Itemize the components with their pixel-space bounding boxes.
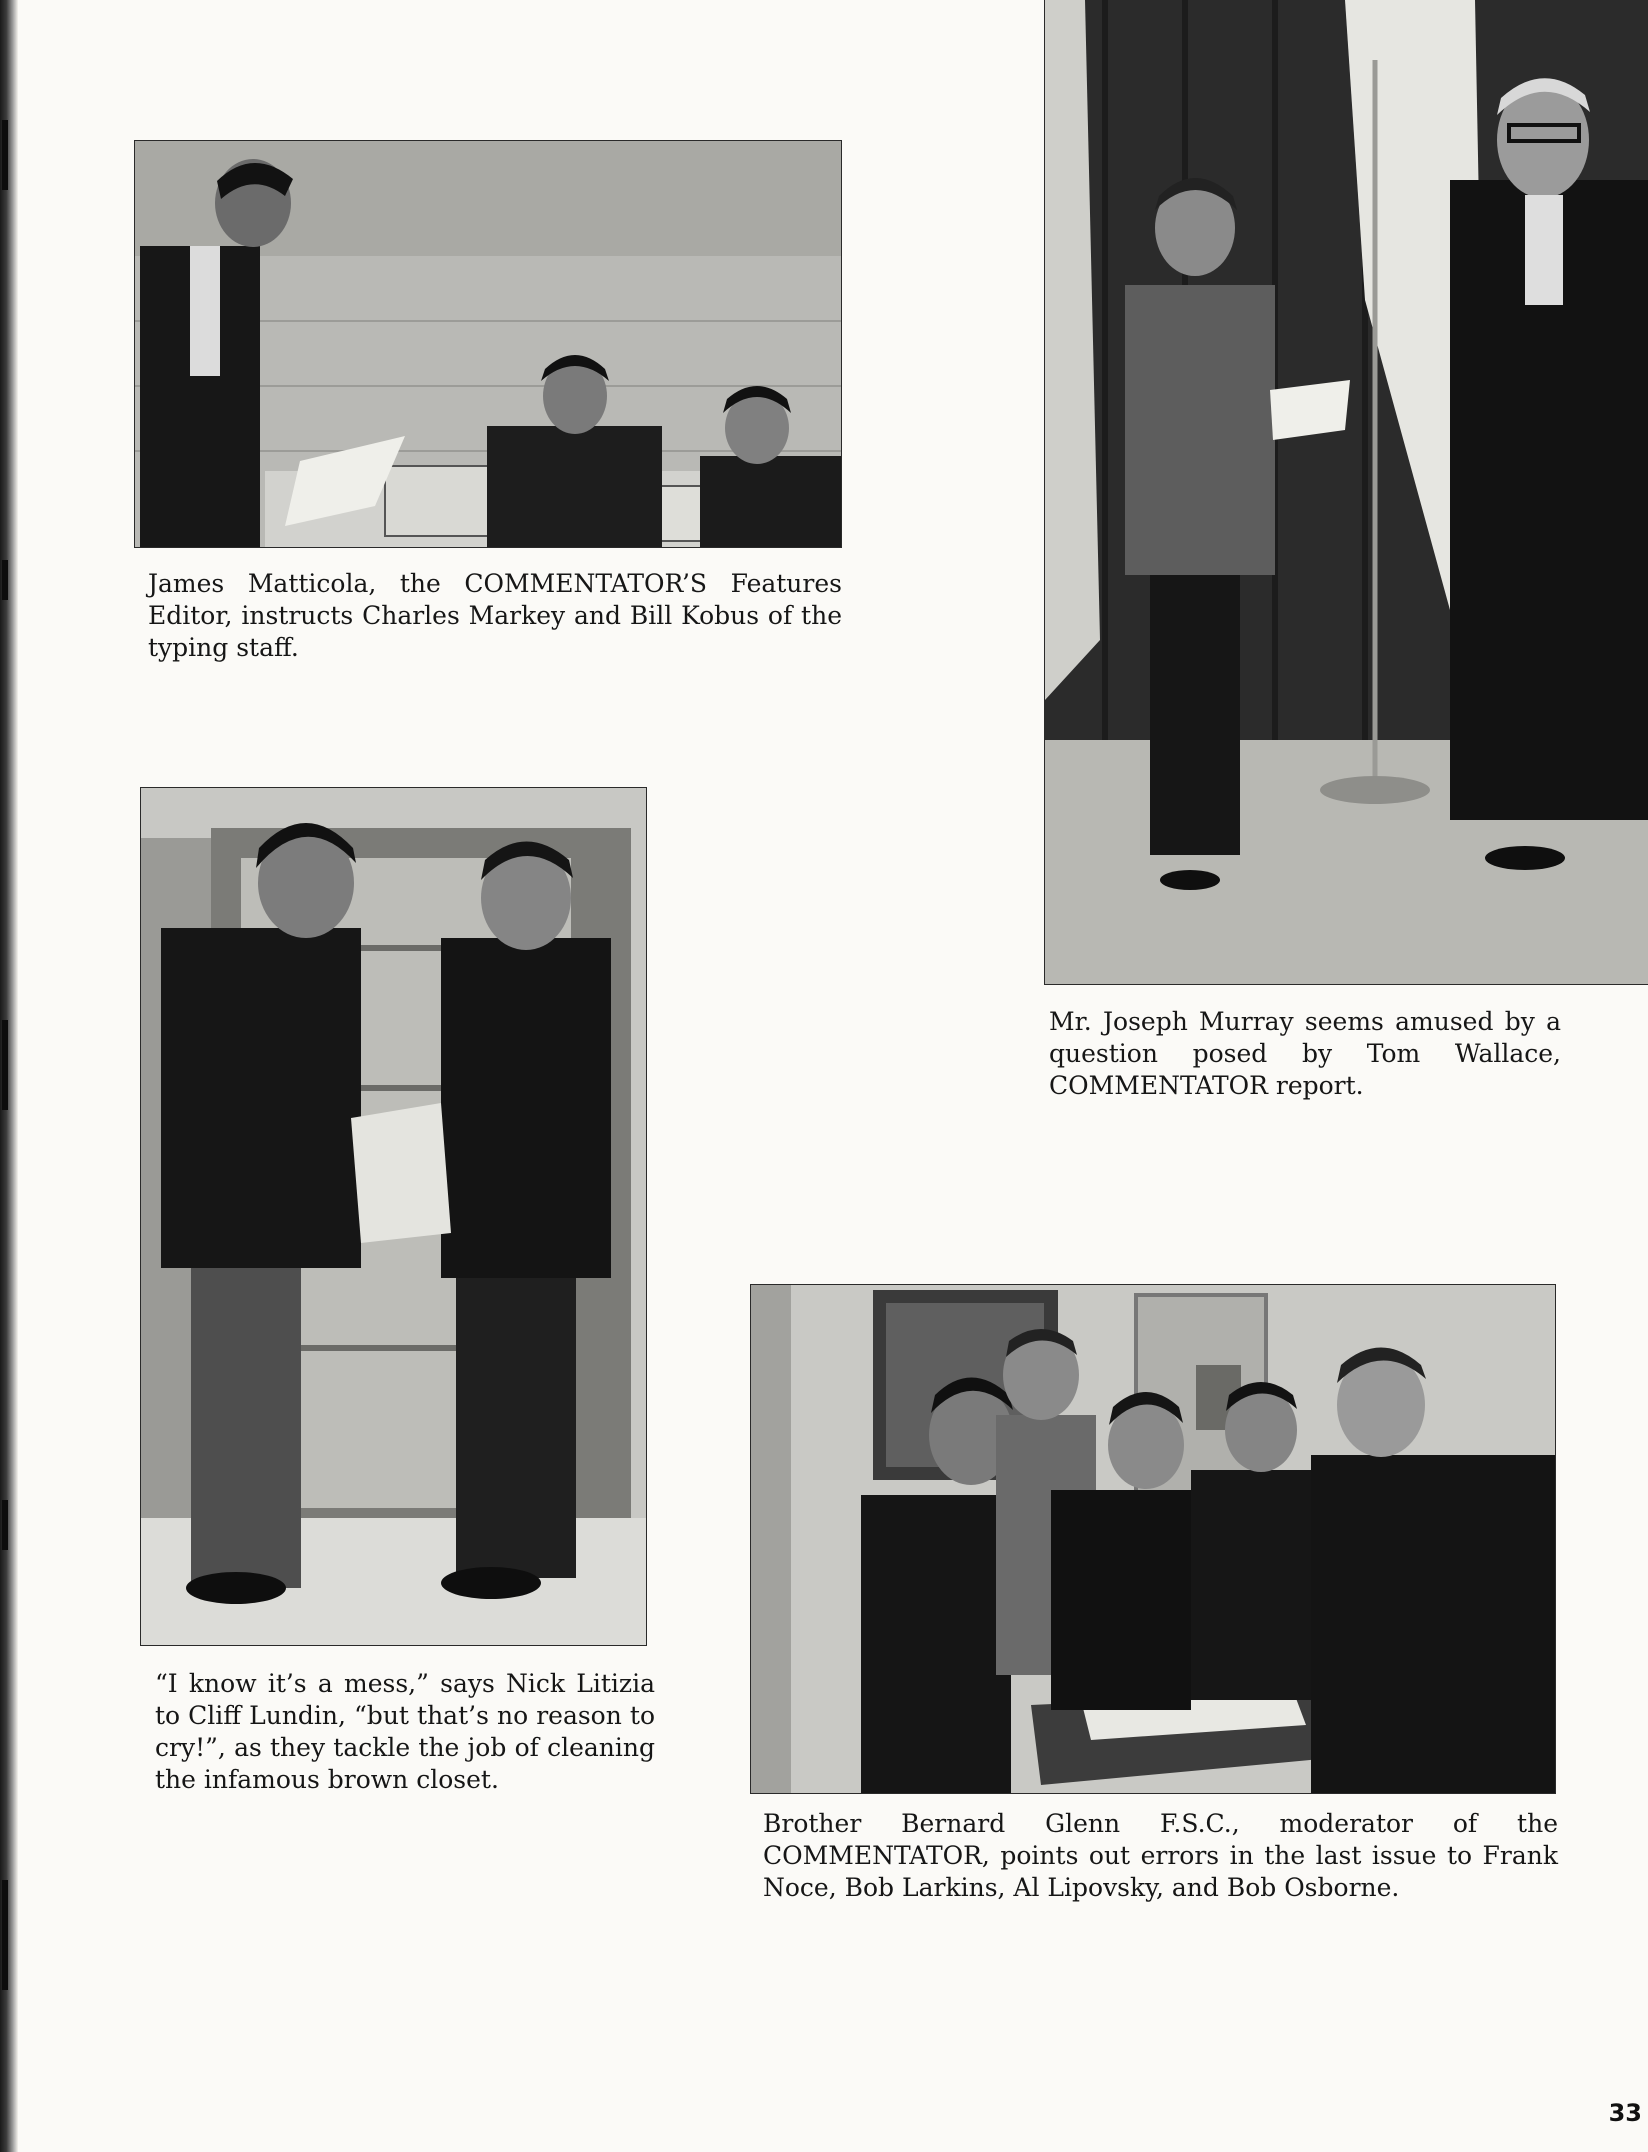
caption-flag-interview: Mr. Joseph Murray seems amused by a question posed by Tom Wallace, COMMENTATOR report.	[1049, 1007, 1561, 1100]
photo-flag-interview	[1044, 0, 1648, 985]
caption-last-issue-review: Brother Bernard Glenn F.S.C., moderator of the COMMENTATOR, points out errors in the last issue to Frank Noce, Bob Larkins, Al Lipovsky, and Bob Osborne.	[763, 1809, 1558, 1902]
photo-last-issue-review	[750, 1284, 1556, 1794]
photo-brown-closet	[140, 787, 647, 1646]
page-binding	[0, 0, 18, 2152]
page-number: 33	[1608, 2099, 1642, 2127]
caption-brown-closet: “I know it’s a mess,” says Nick Litizia to Cliff Lundin, “but that’s no reason to cry!”, as they tackle the job of cleaning the infamous brown closet.	[155, 1669, 655, 1794]
caption-typing-staff: James Matticola, the COMMENTATOR’S Features Editor, instructs Charles Markey and Bill Kobus of the typing staff.	[148, 569, 842, 662]
photo-typing-staff	[134, 140, 842, 548]
